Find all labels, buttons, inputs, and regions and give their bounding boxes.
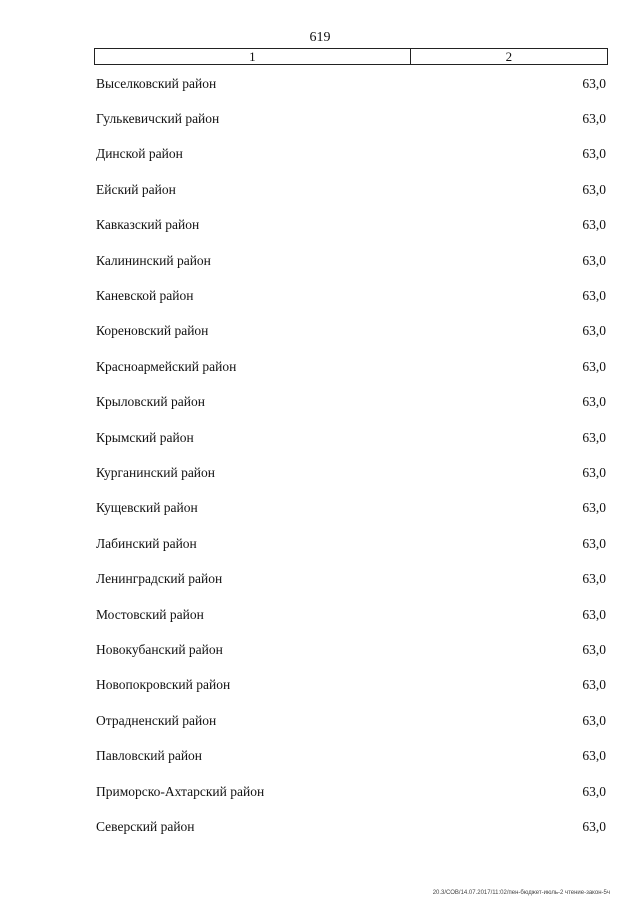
- amount-value: 63,0: [582, 571, 606, 587]
- table-row: [96, 491, 606, 526]
- amount-value: 63,0: [582, 712, 606, 728]
- district-name: Павловский район: [96, 748, 203, 764]
- district-name: Новокубанский район: [96, 641, 223, 657]
- table-row: [96, 597, 606, 632]
- district-name: Кореновский район: [96, 323, 209, 339]
- table-header: [94, 48, 608, 65]
- table-row: [96, 668, 606, 703]
- district-name: Выселковский район: [96, 75, 217, 91]
- page-number: 619: [309, 30, 331, 45]
- table-row: [96, 774, 606, 809]
- amount-value: 63,0: [582, 748, 606, 764]
- district-name: Лабинский район: [96, 535, 197, 551]
- amount-value: 63,0: [582, 75, 606, 91]
- table-row: [96, 137, 606, 172]
- table-row: [96, 561, 606, 596]
- amount-value: 63,0: [582, 252, 606, 268]
- district-name: Красноармейский район: [96, 358, 237, 374]
- district-name: Ленинградский район: [96, 571, 223, 587]
- table-row: [96, 632, 606, 667]
- amount-value: 63,0: [582, 535, 606, 551]
- table-row: [96, 809, 606, 844]
- table-row: [96, 385, 606, 420]
- table-row: [96, 420, 606, 455]
- district-name: Северский район: [96, 818, 195, 834]
- amount-value: 63,0: [582, 323, 606, 339]
- table-body: [96, 66, 606, 845]
- amount-value: 63,0: [582, 606, 606, 622]
- amount-value: 63,0: [582, 500, 606, 516]
- district-name: Мостовский район: [96, 606, 204, 622]
- district-name: Крымский район: [96, 429, 194, 445]
- table-row: [96, 703, 606, 738]
- amount-value: 63,0: [582, 181, 606, 197]
- amount-value: 63,0: [582, 464, 606, 480]
- table-row: [96, 172, 606, 207]
- amount-value: 63,0: [582, 111, 606, 127]
- amount-value: 63,0: [582, 394, 606, 410]
- header-row: [95, 49, 608, 65]
- amount-value: 63,0: [582, 641, 606, 657]
- column-header-2: 2: [410, 49, 607, 65]
- table-row: [96, 738, 606, 773]
- table-row: [96, 208, 606, 243]
- table-row: [96, 455, 606, 490]
- district-name: Новопокровский район: [96, 677, 231, 693]
- amount-value: 63,0: [582, 358, 606, 374]
- amount-value: 63,0: [582, 783, 606, 799]
- table-row: [96, 349, 606, 384]
- district-name: Приморско-Ахтарский район: [96, 783, 265, 799]
- amount-value: 63,0: [582, 288, 606, 304]
- amount-value: 63,0: [582, 146, 606, 162]
- district-name: Динской район: [96, 146, 183, 162]
- district-name: Калининский район: [96, 252, 211, 268]
- footer-file-stamp: 20.3/СОВ/14.07.2017/11:02/пен-бюджет-июль-2 чтение-закон-5ч: [432, 890, 610, 896]
- table-row: [96, 278, 606, 313]
- table-row: [96, 66, 606, 101]
- table-row: [96, 101, 606, 136]
- district-name: Ейский район: [96, 181, 176, 197]
- district-name: Курганинский район: [96, 464, 216, 480]
- table-row: [96, 243, 606, 278]
- district-name: Крыловский район: [96, 394, 205, 410]
- amount-value: 63,0: [582, 677, 606, 693]
- table-row: [96, 526, 606, 561]
- amount-value: 63,0: [582, 429, 606, 445]
- district-name: Гулькевичский район: [96, 111, 220, 127]
- column-header-1: 1: [95, 49, 411, 65]
- amount-value: 63,0: [582, 217, 606, 233]
- amount-value: 63,0: [582, 818, 606, 834]
- district-name: Кавказский район: [96, 217, 200, 233]
- district-name: Кущевский район: [96, 500, 198, 516]
- table-row: [96, 314, 606, 349]
- district-name: Каневской район: [96, 288, 194, 304]
- district-name: Отрадненский район: [96, 712, 217, 728]
